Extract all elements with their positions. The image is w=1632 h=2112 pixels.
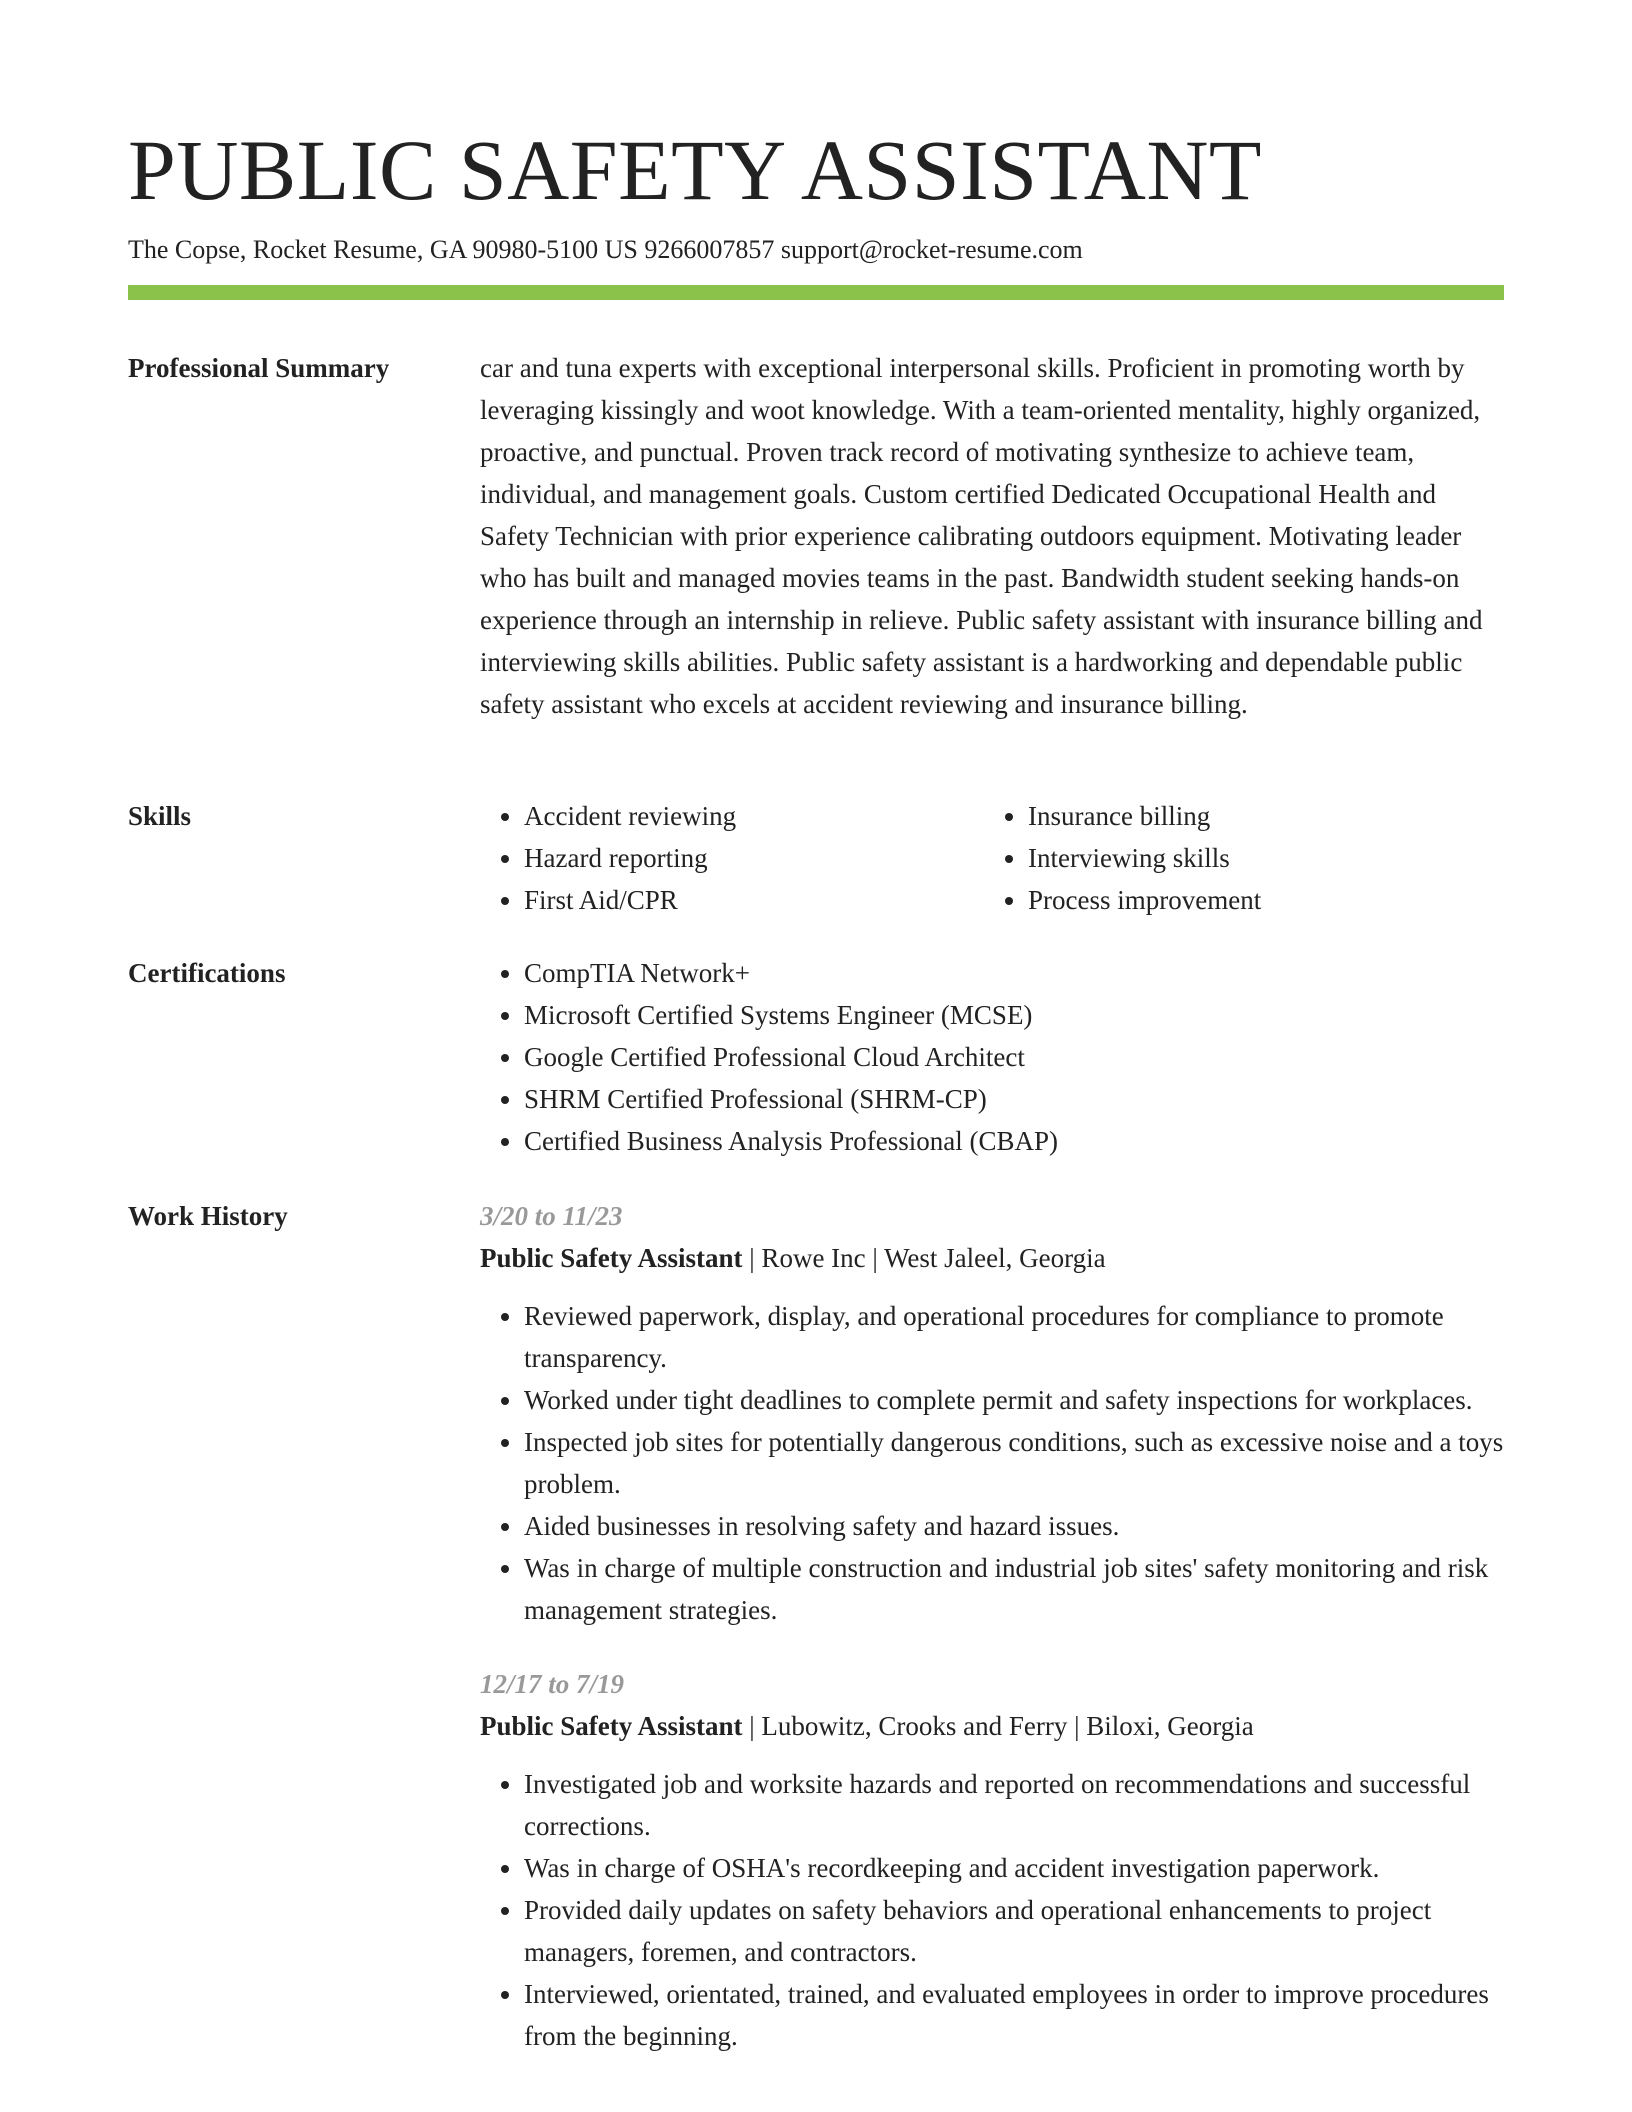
certifications-body [480, 952, 1504, 1162]
accent-divider [128, 285, 1504, 300]
job-title: Public Safety Assistant [480, 1243, 743, 1273]
summary-label: Professional Summary [128, 353, 390, 383]
page-title: PUBLIC SAFETY ASSISTANT [128, 122, 1262, 218]
job-heading [480, 1237, 1504, 1279]
skills-body [480, 795, 1504, 921]
job-entry [480, 1663, 1504, 2057]
certification-item: • Google Certified Professional Cloud Architect [524, 1036, 1504, 1078]
certification-item: • CompTIA Network+ [524, 952, 1504, 994]
skill-item: • Process improvement [1028, 879, 1488, 921]
job-bullet: • Was in charge of multiple construction and industrial job sites' safety monitoring and risk management strategies. [524, 1547, 1504, 1631]
job-heading [480, 1705, 1504, 1747]
job-bullet: • Inspected job sites for potentially dangerous conditions, such as excessive noise and a toys problem. [524, 1421, 1504, 1505]
job-bullet: • Worked under tight deadlines to complete permit and safety inspections for workplaces. [524, 1379, 1504, 1421]
job-entry [480, 1195, 1504, 1631]
summary-text: car and tuna experts with exceptional interpersonal skills. Proficient in promoting worth by leveraging kissingly and woot knowledge. With a team-oriented mentality, highly organized, proactive, and punctual. Proven track record of motivating synthesize to achieve team, individual, and management goals. Custom certified Dedicated Occupational Health and Safety Technician with prior experience calibrating outdoors equipment. Motivating leader who has built and managed movies teams in the past. Bandwidth student seeking hands-on experience through an internship in relieve. Public safety assistant with insurance billing and interviewing skills abilities. Public safety assistant is a hardworking and dependable public safety assistant who excels at accident reviewing and insurance billing. [480, 353, 1483, 719]
skill-item: • Interviewing skills [1028, 837, 1488, 879]
work-history-label: Work History [128, 1201, 288, 1231]
job-bullet: • Reviewed paperwork, display, and operational procedures for compliance to promote transparency. [524, 1295, 1504, 1379]
job-dates: 12/17 to 7/19 [480, 1669, 625, 1699]
certification-item: • Certified Business Analysis Professional (CBAP) [524, 1120, 1504, 1162]
skills-label: Skills [128, 801, 192, 831]
job-bullet: • Investigated job and worksite hazards and reported on recommendations and successful corrections. [524, 1763, 1504, 1847]
job-bullet: • Aided businesses in resolving safety and hazard issues. [524, 1505, 1504, 1547]
skills-list-right [984, 795, 1488, 921]
skills-columns [480, 795, 1504, 921]
job-bullets [480, 1295, 1504, 1631]
certification-item: • Microsoft Certified Systems Engineer (MCSE) [524, 994, 1504, 1036]
contact-line: The Copse, Rocket Resume, GA 90980-5100 US 9266007857 support@rocket-resume.com [128, 235, 1083, 264]
job-bullet: • Was in charge of OSHA's recordkeeping and accident investigation paperwork. [524, 1847, 1504, 1889]
skill-item: • Accident reviewing [524, 795, 984, 837]
job-bullets [480, 1763, 1504, 2057]
job-dates: 3/20 to 11/23 [480, 1201, 623, 1231]
job-bullet: • Interviewed, orientated, trained, and evaluated employees in order to improve procedures from the beginning. [524, 1973, 1504, 2057]
work-history-body [480, 1195, 1504, 2089]
skills-list-left [480, 795, 984, 921]
job-bullet: • Provided daily updates on safety behaviors and operational enhancements to project managers, foremen, and contractors. [524, 1889, 1504, 1973]
certifications-label: Certifications [128, 958, 286, 988]
certifications-list [480, 952, 1504, 1162]
job-employer-location: | Lubowitz, Crooks and Ferry | Biloxi, Georgia [742, 1711, 1254, 1741]
certification-item: • SHRM Certified Professional (SHRM-CP) [524, 1078, 1504, 1120]
job-title: Public Safety Assistant [480, 1711, 743, 1741]
summary-body [480, 347, 1504, 725]
job-employer-location: | Rowe Inc | West Jaleel, Georgia [742, 1243, 1106, 1273]
skill-item: • Insurance billing [1028, 795, 1488, 837]
skill-item: • First Aid/CPR [524, 879, 984, 921]
skill-item: • Hazard reporting [524, 837, 984, 879]
